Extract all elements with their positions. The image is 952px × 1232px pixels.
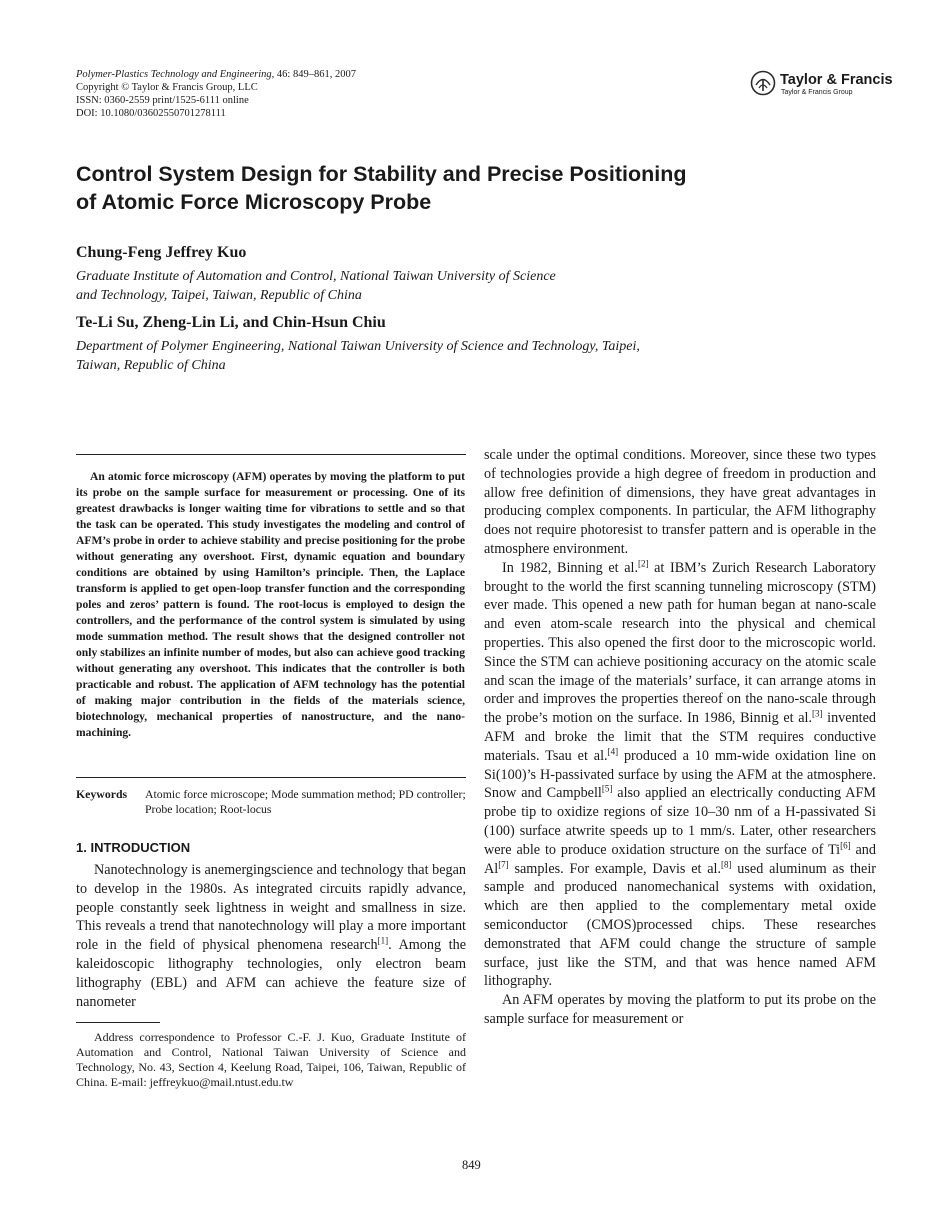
intro-left-column — [76, 861, 466, 1011]
right-p2-text-a: In 1982, Binning et al. — [502, 559, 638, 576]
journal-volume: , 46: 849–861, 2007 — [271, 69, 356, 80]
intro-right-column — [484, 446, 876, 1029]
author-names-2: Te-Li Su, Zheng-Lin Li, and Chin-Hsun Chiu — [76, 314, 386, 331]
right-paragraph-2 — [484, 559, 876, 991]
citation-ref-8: [8] — [721, 858, 732, 869]
author-affiliation-1 — [76, 267, 856, 305]
affiliation-1-line-1: Graduate Institute of Automation and Control, National Taiwan University of Science — [76, 269, 556, 284]
article-title — [76, 160, 836, 216]
journal-citation — [76, 68, 356, 81]
citation-ref-2: [2] — [638, 558, 649, 569]
page-number: 849 — [462, 1158, 481, 1172]
abstract — [76, 469, 465, 741]
journal-name: Polymer-Plastics Technology and Engineering — [76, 69, 272, 80]
abstract-top-divider — [76, 454, 466, 455]
citation-ref-3: [3] — [812, 708, 823, 719]
affiliation-2-line-1: Department of Polymer Engineering, National Taiwan University of Science and Technology, Taipei, — [76, 339, 640, 354]
affiliation-2-line-2: Taiwan, Republic of China — [76, 358, 226, 373]
publisher-group: Taylor & Francis Group — [781, 89, 853, 96]
title-line-2: of Atomic Force Microscopy Probe — [76, 190, 432, 214]
intro-p1-text-b: . Among the kaleidoscopic lithography technologies, only electron beam lithography (EBL) and AFM can achieve the feature size of nanometer — [76, 937, 466, 1010]
right-p2-text-e: also applied an electrically conducting AFM probe tip to oxidize regions of size 10–30 nm of a H-passivated Si (100) surface atwrite speeds up to 1 mm/s. Later, other researchers were able to produce oxidation structure on the surface of Ti — [484, 785, 876, 858]
keywords-text: Atomic force microscope; Mode summation method; PD controller; Probe location; Root-locus — [145, 787, 466, 816]
publisher-logo — [750, 70, 893, 106]
publisher-name: Taylor & Francis — [780, 72, 893, 88]
title-line-1: Control System Design for Stability and Precise Positioning — [76, 162, 687, 186]
citation-ref-6: [6] — [840, 840, 851, 850]
right-p2-text-c: invented AFM and broke the limit that the STM requires conductive materials. Tsau et al. — [484, 710, 876, 764]
author-names-1: Chung-Feng Jeffrey Kuo — [76, 244, 247, 261]
journal-copyright: Copyright © Taylor & Francis Group, LLC — [76, 82, 258, 93]
right-paragraph-3: An AFM operates by moving the platform to put its probe on the sample surface for measurement or — [484, 992, 876, 1027]
footnote-divider — [76, 1022, 160, 1023]
intro-p1-text-a: Nanotechnology is anemergingscience and technology that began to develop in the 1980s. As integrated circuits rapidly advance, people constantly seek lightness in weight and smallness in size. This reveals a trend that nanotechnology will play a more important role in the field of physical phenomena research — [76, 862, 466, 954]
citation-ref-4: [4] — [607, 746, 619, 757]
abstract-bottom-divider — [76, 777, 466, 778]
taylor-francis-logo-icon — [750, 70, 776, 96]
section-heading-introduction: 1. INTRODUCTION — [76, 840, 191, 855]
keywords-label: Keywords — [76, 787, 128, 801]
right-p2-text-b: at IBM’s Zurich Research Laboratory brought to the world the first scanning tunneling microscopy (STM) ever made. This opened a new path for human began at nano-scale and even atom-scale research into the physical and chemical properties. This also opened the first door to the microscopic world. Since the STM can achieve positioning accuracy on the atomic scale and scan the image of the materials’ surface, it can arrange atoms in order and improves the properties thereof on the nano-scale through the probe’s motion on the surface. In 1986, Binnig et al. — [484, 559, 876, 727]
right-p2-text-g: samples. For example, Davis et al. — [508, 860, 722, 877]
journal-issn: ISSN: 0360-2559 print/1525-6111 online — [76, 95, 249, 106]
citation-ref-5: [5] — [601, 783, 613, 794]
footnote-text: Address correspondence to Professor C.-F. J. Kuo, Graduate Institute of Automation and Control, National Taiwan University of Science and Technology, No. 43, Section 4, Keelung Road, Taipei, 106, Taiwan, Republic of China. E-mail: jeffreykuo@mail.ntust.edu.tw — [76, 1030, 466, 1089]
right-p2-text-d: produced a 10 mm-wide oxidation line on Si(100)’s H-passivated surface by using the AFM at the atmosphere. Snow and Campbell — [484, 747, 877, 802]
correspondence-footnote — [76, 1030, 466, 1090]
right-paragraph-1: scale under the optimal conditions. Moreover, since these two types of technologies provide a high degree of freedom in production and allow free definition of dimensions, they have great advantages in producing complex components. In particular, the AFM lithography does not require photoresist to transfer pattern and is operable in the atmosphere environment. — [484, 447, 876, 557]
author-affiliation-2 — [76, 337, 876, 375]
intro-paragraph-1 — [76, 861, 466, 1011]
journal-doi: DOI: 10.1080/03602550701278111 — [76, 108, 226, 119]
citation-ref-1: [1] — [377, 935, 389, 946]
affiliation-1-line-2: and Technology, Taipei, Taiwan, Republic of China — [76, 288, 362, 303]
abstract-text: An atomic force microscopy (AFM) operates by moving the platform to put its probe on the sample surface for measurement or processing. One of its greatest drawbacks is longer waiting time for vibrations to settle and so that the task can be operated. This study investigates the modeling and control of AFM’s probe in order to achieve stability and precise positioning for the probe without generating any overshoot. First, dynamic equation and boundary conditions are obtained by using Hamilton’s principle. Then, the Laplace transform is applied to get open-loop transfer function and the corresponding poles and zeros’ pattern is found. The root-locus is employed to design the controllers, and the performance of the control system is simulated by using mode summation method. The result shows that the designed controller not only stabilizes an infinite number of modes, but also can achieve good tracking without generating any overshoot. This indicates that the controller is both practicable and robust. The application of AFM technology has the potential of making major contribution in the fields of the materials science, biotechnology, mechanical properties of nanostructure, and the nano-machining. — [76, 470, 465, 739]
right-p2-text-f: and Al — [484, 841, 876, 877]
journal-meta — [76, 68, 356, 120]
citation-ref-7: [7] — [498, 858, 509, 869]
right-p2-text-h: used aluminum as their sample and produced nanomechanical systems with oxidation, which are then applied to the complementary metal oxide semiconductor (CMOS)processed chips. These researches demonstrated that AFM could change the structure of sample surface, just like the STM, and that was hence named AFM lithography. — [484, 860, 876, 990]
